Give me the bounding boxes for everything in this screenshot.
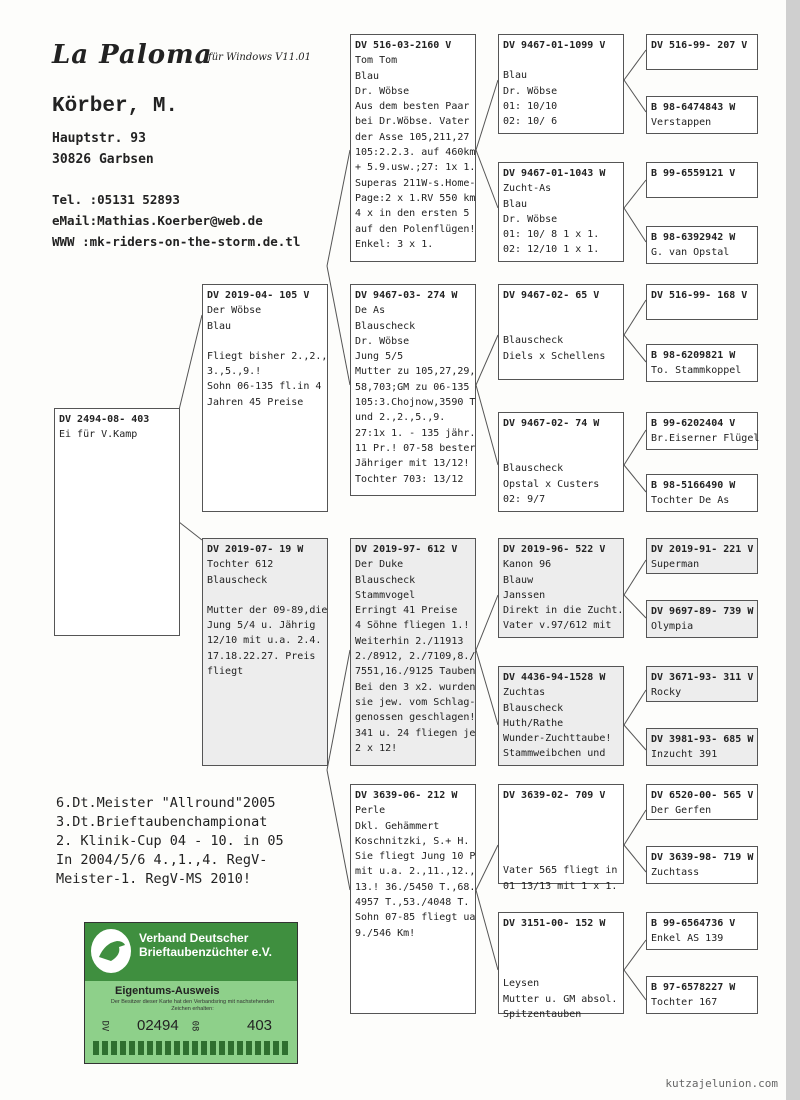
pigeon-sire: DV 2019-04- 105 V Der Wöbse Blau Fliegt bisher 2.,2., 3.,5.,9.! Sohn 06-135 fl.in 4 Jahren 45 Preise — [202, 284, 328, 512]
pigeon-subject: DV 2494-08- 403 Ei für V.Kamp — [54, 408, 180, 636]
pigeon-ddd: DV 3151-00- 152 W Leysen Mutter u. GM absol. Spitzentauben — [498, 912, 624, 1014]
pigeon-g15: B 99-6564736 V Enkel AS 139 — [646, 912, 758, 950]
card-serial: 403 — [247, 1017, 273, 1034]
pigeon-g9: DV 2019-91- 221 V Superman — [646, 538, 758, 574]
pigeon-sire-dam: DV 9467-03- 274 W De As Blauscheck Dr. Wöbse Jung 5/5 Mutter zu 105,27,29, 58,703;GM zu 06-135 105:3.Chojnow,3590 T und 2.,2.,5.,9. 27:1x 1. - 135 jähr. 11 Pr.! 07-58 bester Jähriger mit 13/12! Tochter 703: 13/12 — [350, 284, 476, 496]
pigeon-g3: B 99-6559121 V — [646, 162, 758, 198]
card-security-pattern — [93, 1041, 289, 1055]
city: 30826 Garbsen — [52, 152, 154, 167]
card-note: Der Besitzer dieser Karte hat den Verbandsring mit nachstehenden Zeichen erhalten: — [110, 999, 275, 1012]
pigeon-g1: DV 516-99- 207 V — [646, 34, 758, 70]
card-title: Eigentums-Ausweis — [115, 985, 220, 997]
pigeon-sdd: DV 9467-02- 74 W Blauscheck Opstal x Custers 02: 9/7 — [498, 412, 624, 512]
pigeon-g8: B 98-5166490 W Tochter De As — [646, 474, 758, 512]
app-logo: La Paloma — [52, 40, 213, 70]
pigeon-dss: DV 2019-96- 522 V Kanon 96 Blauw Janssen Direkt in die Zucht. Vater v.97/612 mit — [498, 538, 624, 638]
pigeon-g7: B 99-6202404 V Br.Eiserner Flügel — [646, 412, 758, 450]
achievements: 6.Dt.Meister "Allround"2005 3.Dt.Brieftaubenchampionat 2. Klinik-Cup 04 - 10. in 05 In 2004/5/6 4.,1.,4. RegV- Meister-1. RegV-MS 2010! — [56, 795, 284, 887]
card-organisation: Verband Deutscher Brieftaubenzüchter e.V. — [139, 931, 272, 959]
pigeon-g2: B 98-6474843 W Verstappen — [646, 96, 758, 134]
card-country: DV — [99, 1020, 110, 1032]
pigeon-sire-sire: DV 516-03-2160 V Tom Tom Blau Dr. Wöbse Aus dem besten Paar bei Dr.Wöbse. Vater der Asse 105,211,27 105:2.2.3. auf 460km + 5.9.usw.;27: 1x 1. Superas 211W-s.Home- Page:2 x 1.RV 550 km 4 x in den ersten 5 auf den Polenflügen! Enkel: 3 x 1. — [350, 34, 476, 262]
pigeon-g10: DV 9697-89- 739 W Olympia — [646, 600, 758, 638]
website: WWW :mk-riders-on-the-storm.de.tl — [52, 234, 301, 249]
pigeon-g5: DV 516-99- 168 V — [646, 284, 758, 320]
pigeon-dam-sire: DV 2019-97- 612 V Der Duke Blauscheck Stammvogel Erringt 41 Preise 4 Söhne fliegen 1.! Weiterhin 2./11913 2./8912, 2./7109,8./ 7551,16./9125 Tauben Bei den 3 x2. wurden sie jew. vom Schlag- genossen geschlagen! 341 u. 24 fliegen je 2 x 12! — [350, 538, 476, 766]
pigeon-g4: B 98-6392942 W G. van Opstal — [646, 226, 758, 264]
pigeon-g16: B 97-6578227 W Tochter 167 — [646, 976, 758, 1014]
pigeon-sss: DV 9467-01-1099 V Blau Dr. Wöbse 01: 10/10 02: 10/ 6 — [498, 34, 624, 134]
street: Hauptstr. 93 — [52, 131, 146, 146]
pigeon-dam: DV 2019-07- 19 W Tochter 612 Blauscheck Mutter der 09-89,die Jung 5/4 u. Jährig 12/10 mit u.a. 2.4. 17.18.22.27. Preis fliegt — [202, 538, 328, 766]
watermark: kutzajelunion.com — [665, 1077, 778, 1090]
pigeon-sds: DV 9467-02- 65 V Blauscheck Diels x Schellens — [498, 284, 624, 380]
pigeon-dds: DV 3639-02- 709 V Vater 565 fliegt in 01 13/13 mit 1 x 1. — [498, 784, 624, 884]
pigeon-g6: B 98-6209821 W To. Stammkoppel — [646, 344, 758, 382]
pigeon-dsd: DV 4436-94-1528 W Zuchtas Blauscheck Huth/Rathe Wunder-Zuchttaube! Stammweibchen und — [498, 666, 624, 766]
pigeon-g13: DV 6520-00- 565 V Der Gerfen — [646, 784, 758, 820]
pigeon-g11: DV 3671-93- 311 V Rocky — [646, 666, 758, 702]
app-version: für Windows V11.01 — [208, 52, 311, 63]
card-year: 08 — [189, 1020, 200, 1032]
pigeon-g14: DV 3639-98- 719 W Zuchtass — [646, 846, 758, 884]
card-number: 02494 — [137, 1017, 179, 1034]
pigeon-g12: DV 3981-93- 685 W Inzucht 391 — [646, 728, 758, 766]
pigeon-logo-icon — [91, 929, 131, 973]
pigeon-ssd: DV 9467-01-1043 W Zucht-As Blau Dr. Wöbse 01: 10/ 8 1 x 1. 02: 12/10 1 x 1. — [498, 162, 624, 262]
ownership-card — [84, 922, 298, 1064]
phone: Tel. :05131 52893 — [52, 192, 180, 207]
owner-name: Körber, M. — [52, 95, 179, 118]
pigeon-dam-dam: DV 3639-06- 212 W Perle Dkl. Gehämmert Koschnitzki, S.+ H. Sie fliegt Jung 10 P mit u.a. 2.,11.,12., 13.! 36./5450 T.,68. 4957 T.,53./4048 T. Sohn 07-85 fliegt ua 9./546 Km! — [350, 784, 476, 1014]
email: eMail:Mathias.Koerber@web.de — [52, 213, 263, 228]
